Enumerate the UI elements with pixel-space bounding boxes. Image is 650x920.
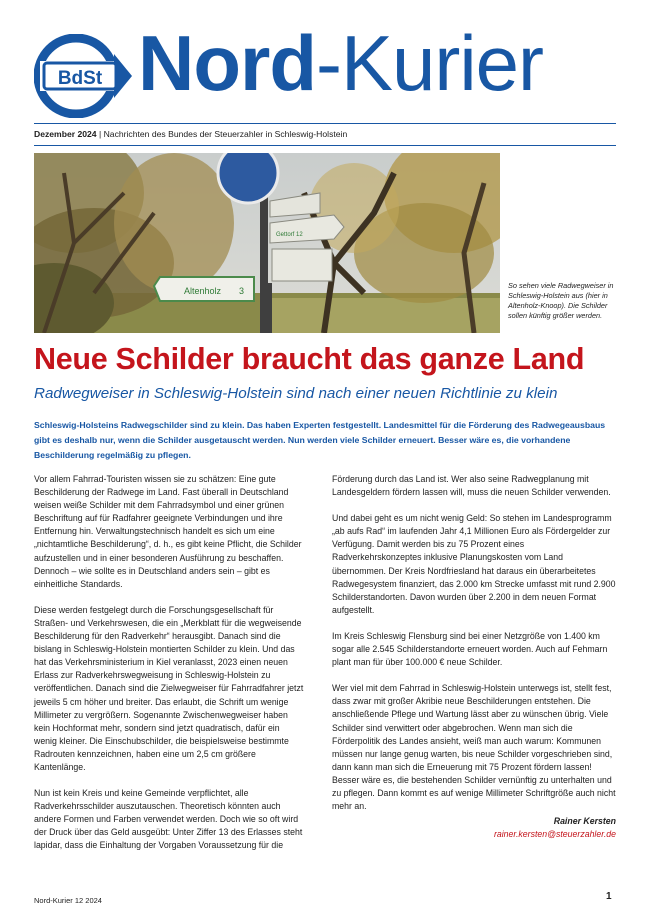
footer-issue: Nord-Kurier 12 2024 [34, 896, 102, 905]
signpost-photo [34, 153, 500, 333]
sign-label-gettorf: Gettorf 12 [276, 232, 303, 238]
paragraph: Diese werden festgelegt durch die Forschungsgesellschaft für Straßen- und Verkehrswesen, die ein „Merkblatt für die wegweisende Beschilderung für den Radverkehr“ herausgibt. Danach sind die bislang in Schleswig-Holstein montierten Schilder zu klein. Und das hat das Verkehrsministerium in Kiel veranlasst, 2023 einen neuen Erlass zur Radverkehrswegweisung in Schleswig-Holstein zu veröffentlichen. Danach sind die Zielwegweiser für Fahrradfahrer jetzt jeweils 5 cm höher und breiter. Das erlaubt, die Schrift um wenige Millimeter zu vergrößern. Sogenannte Zwischenwegweiser haben kein Hochformat mehr, sondern sind jetzt quadratisch, dafür ein wenig kleiner. Die Einschubschilder, die beispielsweise bestimmte Radrouten kennzeichnen, haben eine um 2,5 cm größere Kantenlänge. [34, 604, 304, 772]
paragraph: Förderung durch das Land ist. Wer also seine Radwegplanung mit Landesgeldern fördern lassen will, muss die neuen Schilder verwenden. [332, 474, 611, 498]
author-name: Rainer Kersten [553, 816, 616, 827]
dateline-date: Dezember 2024 [34, 129, 97, 139]
article-column-2 [332, 473, 616, 841]
bdst-logo [34, 34, 134, 118]
masthead [138, 19, 544, 107]
article-headline: Neue Schilder braucht das ganze Land [34, 342, 585, 376]
article-subhead: Radwegweiser in Schleswig-Holstein sind nach einer neuen Richtlinie zu klein [34, 385, 558, 402]
paragraph: Vor allem Fahrrad-Touristen wissen sie zu schätzen: Eine gute Beschilderung der Radwege im Land. Fast überall in Deutschland weisen weiße Schilder mit dem Fahrradsymbol und einer grünen Beschriftung auf für Radfahrer geeignete Verbindungen und ihre Entfernung hin. Verwaltungstechnisch handelt es sich um eine „nichtamtliche Beschilderung“, d. h., es gibt keine Pflicht, die Schilder aufzustellen und in einer besonderen Ausführung zu beschaffen. Dennoch – wie sollte es in Deutschland anders sein – gibt es einheitliche Standards. [34, 474, 302, 589]
dateline [34, 129, 347, 139]
page-number: 1 [606, 891, 612, 902]
dateline-rule [34, 145, 616, 146]
paragraph: Nun ist kein Kreis und keine Gemeinde verpflichtet, alle Radverkehrsschilder auszutauschen. Theoretisch könnten auch andere Formen und Farben verwendet werden. Doch wie so oft wird der Druck über das Geld ausgeübt: Unter Ziffer 13 des Erlasses steht lapidar, dass die Einhaltung der Vorgaben Voraussetzung für die [34, 788, 303, 851]
paragraph: Wer viel mit dem Fahrrad in Schleswig-Holstein unterwegs ist, stellt fest, dass zwar mit großer Akribie neue Beschilderungen entstehen. Die anschließende Pflege und Wartung lässt aber zu wünschen übrig. Viele Schilder sind verwittert oder abgebrochen. Wenn man sich die Förderpolitik des Landes ansieht, weiß man auch warum: Kommunen müssen nur lange genug warten, bis neue Schilder vorgeschrieben sind, dann kann man sich die Erneuerung mit 75 Prozent fördern lassen! Besser wäre es, die bestehenden Schilder vernünftig zu unterhalten und zu pflegen. Dann kommt es auf wenige Millimeter Schriftgröße auch nicht mehr an. [332, 683, 616, 812]
sign-label-altenholz: Altenholz [184, 286, 222, 296]
dateline-text: | Nachrichten des Bundes der Steuerzahler in Schleswig-Holstein [96, 129, 348, 139]
masthead-bold: Nord [138, 19, 316, 107]
header-rule [34, 123, 616, 124]
masthead-thin: -Kurier [315, 19, 544, 107]
sign-label-distance: 3 [239, 286, 245, 296]
logo-text: BdSt [57, 68, 103, 89]
paragraph: Im Kreis Schleswig Flensburg sind bei einer Netzgröße von 1.400 km sogar alle 2.545 Schilderstandorte erneuert worden. Auch auf Fehmarn plant man für über 100.000 € neue Schilder. [332, 630, 608, 668]
paragraph: Und dabei geht es um nicht wenig Geld: So stehen im Landesprogramm „ab aufs Rad“ im laufenden Jahr 4,1 Millionen Euro als Fördergelder zur Verfügung. Damit werden bis zu 75 Prozent eines Radverkehrskonzeptes inklusive Planungskosten vom Land übernommen. Der Kreis Nordfriesland hat daraus ein überarbeitetes Radwegesystem finanziert, das 2.000 km Strecke umfasst mit rund 2.900 Schilderstandorten. Davon wurden über 2.200 in dem neuen Format aufgestellt. [332, 513, 616, 615]
author-email-link[interactable]: rainer.kersten@steuerzahler.de [493, 829, 616, 840]
photo-caption: So sehen viele Radwegweiser in Schleswig-Holstein aus (hier in Altenholz-Knoop). Die Schilder sollen künftig größer werden. [508, 281, 614, 320]
article-column-1 [34, 473, 304, 866]
article-lead: Schleswig-Holsteins Radwegschilder sind zu klein. Das haben Experten festgestellt. Landesmittel für die Förderung des Radwegeausbaus gibt es deshalb nur, wenn die Schilder ausgetauscht werden. Nun werden viele Schilder erneuert. Besser wäre es, die vorhandene Beschilderung regelmäßig zu pflegen. [34, 420, 606, 460]
